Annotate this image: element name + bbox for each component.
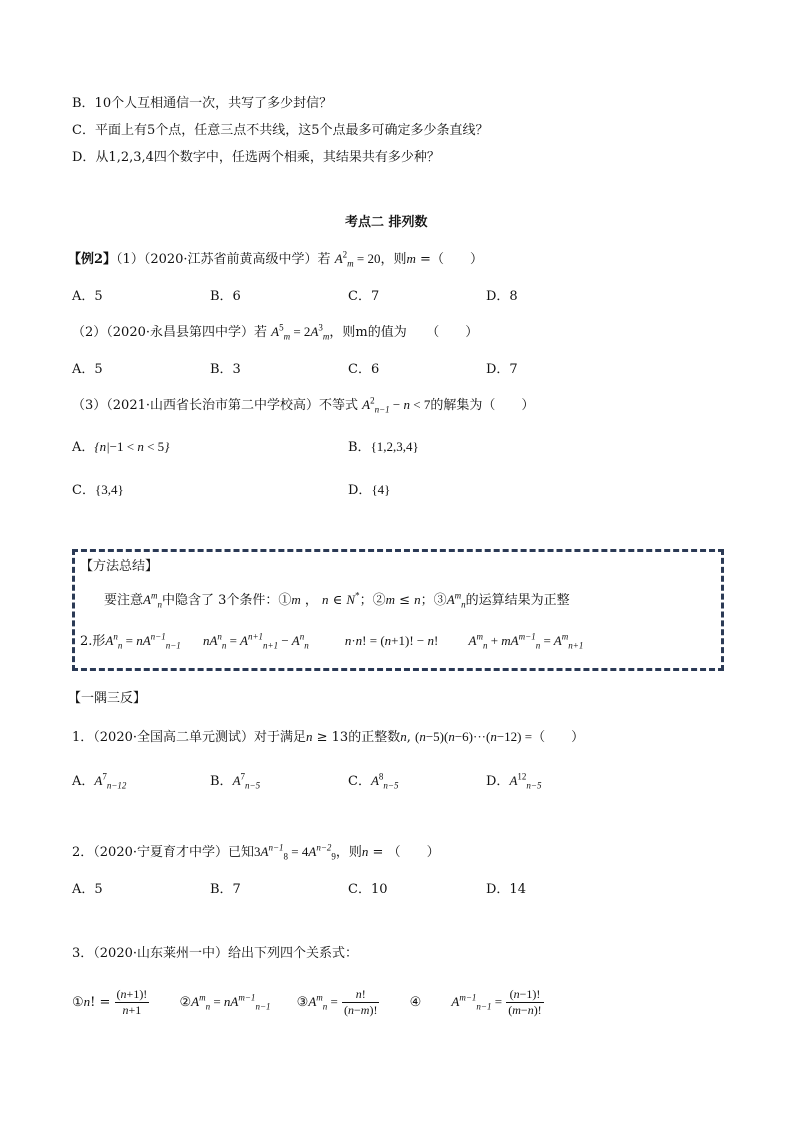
formula-4: $A^m_n + mA^{m-1}_n = A^m_{n+1}$ <box>468 631 584 651</box>
option-letter: D． <box>486 774 510 789</box>
set-formula-a: {n|−1 < n < 5} <box>94 439 170 454</box>
formula-3: n·n! = (n+1)! − n! <box>344 633 439 648</box>
method-line1-c: ；② <box>359 593 386 608</box>
example2-q1-suffix: ，则 <box>380 252 407 267</box>
example2-q3-formula: $A^2_{n-1} - n < 7$ <box>362 395 431 415</box>
relation-4-fraction: $\frac{(n-1)!}{(m-n)!}$ <box>508 987 542 1017</box>
yiyu-q1-option-d: D．$A^{12}_{n-5}$ <box>486 771 542 791</box>
example2-label: 【例2】 <box>68 252 117 267</box>
example2-q2-option-d: D．7 <box>486 362 518 377</box>
formula-1: $A^n_n = nA^{n-1}_{n-1}$ <box>105 631 181 651</box>
example2-q2-option-b: B．3 <box>210 362 241 377</box>
set-formula-b: {1,2,3,4} <box>370 439 419 454</box>
example2-q2-prefix: （2）（2020·永昌县第四中学）若 <box>72 325 267 340</box>
option-letter-c: C． <box>72 483 95 498</box>
yiyu-q2-blank: （ ） <box>387 845 440 860</box>
option-letter: B． <box>210 774 233 789</box>
relation-mark-2: ② <box>179 995 192 1010</box>
yiyu-q1-prefix: 1．（2020·全国高二单元测试）对于满足 <box>72 730 306 745</box>
example2-q3 <box>72 396 534 415</box>
relation-1-fraction: $\frac{(n+1)!}{n+1}$ <box>116 987 148 1017</box>
yiyu-q1-mid: 的正整数 <box>348 730 401 745</box>
example2-q3-option-b <box>348 438 419 457</box>
yiyu-q2-formula: $3A^{n-1}_8 = 4A^{n-2}_9$ <box>254 842 336 862</box>
method-line2-a: 2.形 <box>80 634 106 649</box>
option-letter-a: A． <box>72 440 95 455</box>
yiyu-q2-option-d: D．14 <box>486 882 526 897</box>
example2-q1: 【例2】（1）（2020·江苏省前黄高级中学）若 $A^2_m = 20$，则m =（ ） <box>68 249 483 269</box>
yiyu-q2-option-b: B．7 <box>210 882 241 897</box>
yiyu-q1-formula: (n−5)(n−6)···(n−12) = <box>414 729 533 744</box>
option-letter: A． <box>72 774 95 789</box>
set-formula-d: {4} <box>371 482 391 497</box>
yiyu-q2-prefix: 2．（2020·宁夏育才中学）已知 <box>72 845 254 860</box>
yiyu-q2-suffix: ，则 <box>335 845 362 860</box>
method-summary-box <box>72 549 724 671</box>
example2-q3-option-d <box>348 481 390 500</box>
yiyu-q3: 3．（2020·山东莱州一中）给出下列四个关系式： <box>72 946 358 961</box>
method-line1-a: 要注意 <box>104 593 144 608</box>
option-c-text: C．平面上有5个点，任意三点不共线，这5个点最多可确定多少条直线？ <box>72 123 489 138</box>
example2-q1-option-a: A．5 <box>72 289 103 304</box>
relation-mark-3: ③ <box>296 995 309 1010</box>
example2-q1-prefix: （1）（2020·江苏省前黄高级中学）若 <box>116 252 331 267</box>
example2-q3-suffix: 的解集为（ ） <box>430 398 535 413</box>
example2-q2-option-a: A．5 <box>72 362 103 377</box>
yiyu-q1: 1．（2020·全国高二单元测试）对于满足n ≥ 13的正整数n, (n−5)(n−6)···(n−12) =（ ） <box>72 729 585 745</box>
example2-q2-formula: $A^5_m = 2A^3_m$ <box>271 322 330 342</box>
method-title: 【方法总结】 <box>80 559 159 574</box>
yiyu-q1-blank: （ ） <box>532 730 585 745</box>
option-d-text: D．从1,2,3,4四个数字中，任选两个相乘，其结果共有多少种？ <box>72 150 440 165</box>
relation-3-fraction: $\frac{n!}{(n-m)!}$ <box>344 987 378 1017</box>
example2-q2-option-c: C．6 <box>348 362 380 377</box>
relation-mark-4: ④ <box>409 995 422 1010</box>
example2-q3-option-c <box>72 481 124 500</box>
example2-q2 <box>72 323 478 342</box>
example2-q1-option-b: B．6 <box>210 289 241 304</box>
yiyu-q2-option-a: A．5 <box>72 882 103 897</box>
option-letter-d: D． <box>348 483 372 498</box>
relation-mark-1: ① <box>72 995 84 1010</box>
option-letter-b: B． <box>348 440 371 455</box>
option-letter: C． <box>348 774 371 789</box>
example2-q1-formula: $A^2_m = 20$ <box>334 249 381 269</box>
yiyu-q1-option-a: A．$A^7_{n-12}$ <box>72 771 127 791</box>
formula-2: $nA^n_n = A^{n+1}_{n+1} - A^n_n$ <box>202 631 309 651</box>
yiyu-q3-relations: ①n! = $\frac{(n+1)!}{n+1}$ $②A^m_n = nA^{m-1}_{n-1}$ $③A^m_n$ = $\frac{n!}{(n-m)!}$ ④ $A^{m-1}_{n-1}$ = $\frac{(n-1)!}{(m-n)!}$ <box>72 987 542 1017</box>
method-line2 <box>80 632 583 651</box>
section-title: 考点二 排列数 <box>345 215 428 230</box>
yiyu-q1-option-c: C．$A^8_{n-5}$ <box>348 771 399 791</box>
relation-2-formula: $A^m_n = nA^{m-1}_{n-1}$ <box>191 992 271 1012</box>
set-formula-c: {3,4} <box>94 482 124 497</box>
example2-q1-blank: （ ） <box>430 252 483 267</box>
yiyu-title: 【一隅三反】 <box>68 691 147 706</box>
yiyu-q2-option-c: C．10 <box>348 882 388 897</box>
method-line1-d: ；③ <box>420 593 447 608</box>
example2-q3-prefix: （3）（2021·山西省长治市第二中学校高）不等式 <box>72 398 358 413</box>
yiyu-q1-option-b: B．$A^7_{n-5}$ <box>210 771 261 791</box>
method-line1: 要注意$A^m_n$中隐含了 3个条件：①m ， n ∈ N*；②m ≤ n；$③A^m_n$的运算结果为正整 <box>104 590 570 610</box>
example2-q1-option-d: D．8 <box>486 289 518 304</box>
yiyu-q2: 2．（2020·宁夏育才中学）已知$3A^{n-1}_8 = 4A^{n-2}_9$，则n = （ ） <box>72 842 440 862</box>
method-line1-b: 中隐含了 3个条件：① <box>161 593 292 608</box>
example2-q1-option-c: C．7 <box>348 289 380 304</box>
option-b-text: B．10个人互相通信一次，共写了多少封信？ <box>72 96 333 111</box>
example2-q2-suffix: ，则m的值为 （ ） <box>329 325 479 340</box>
example2-q3-option-a <box>72 438 169 457</box>
method-line1-e: 的运算结果为正整 <box>465 593 570 608</box>
